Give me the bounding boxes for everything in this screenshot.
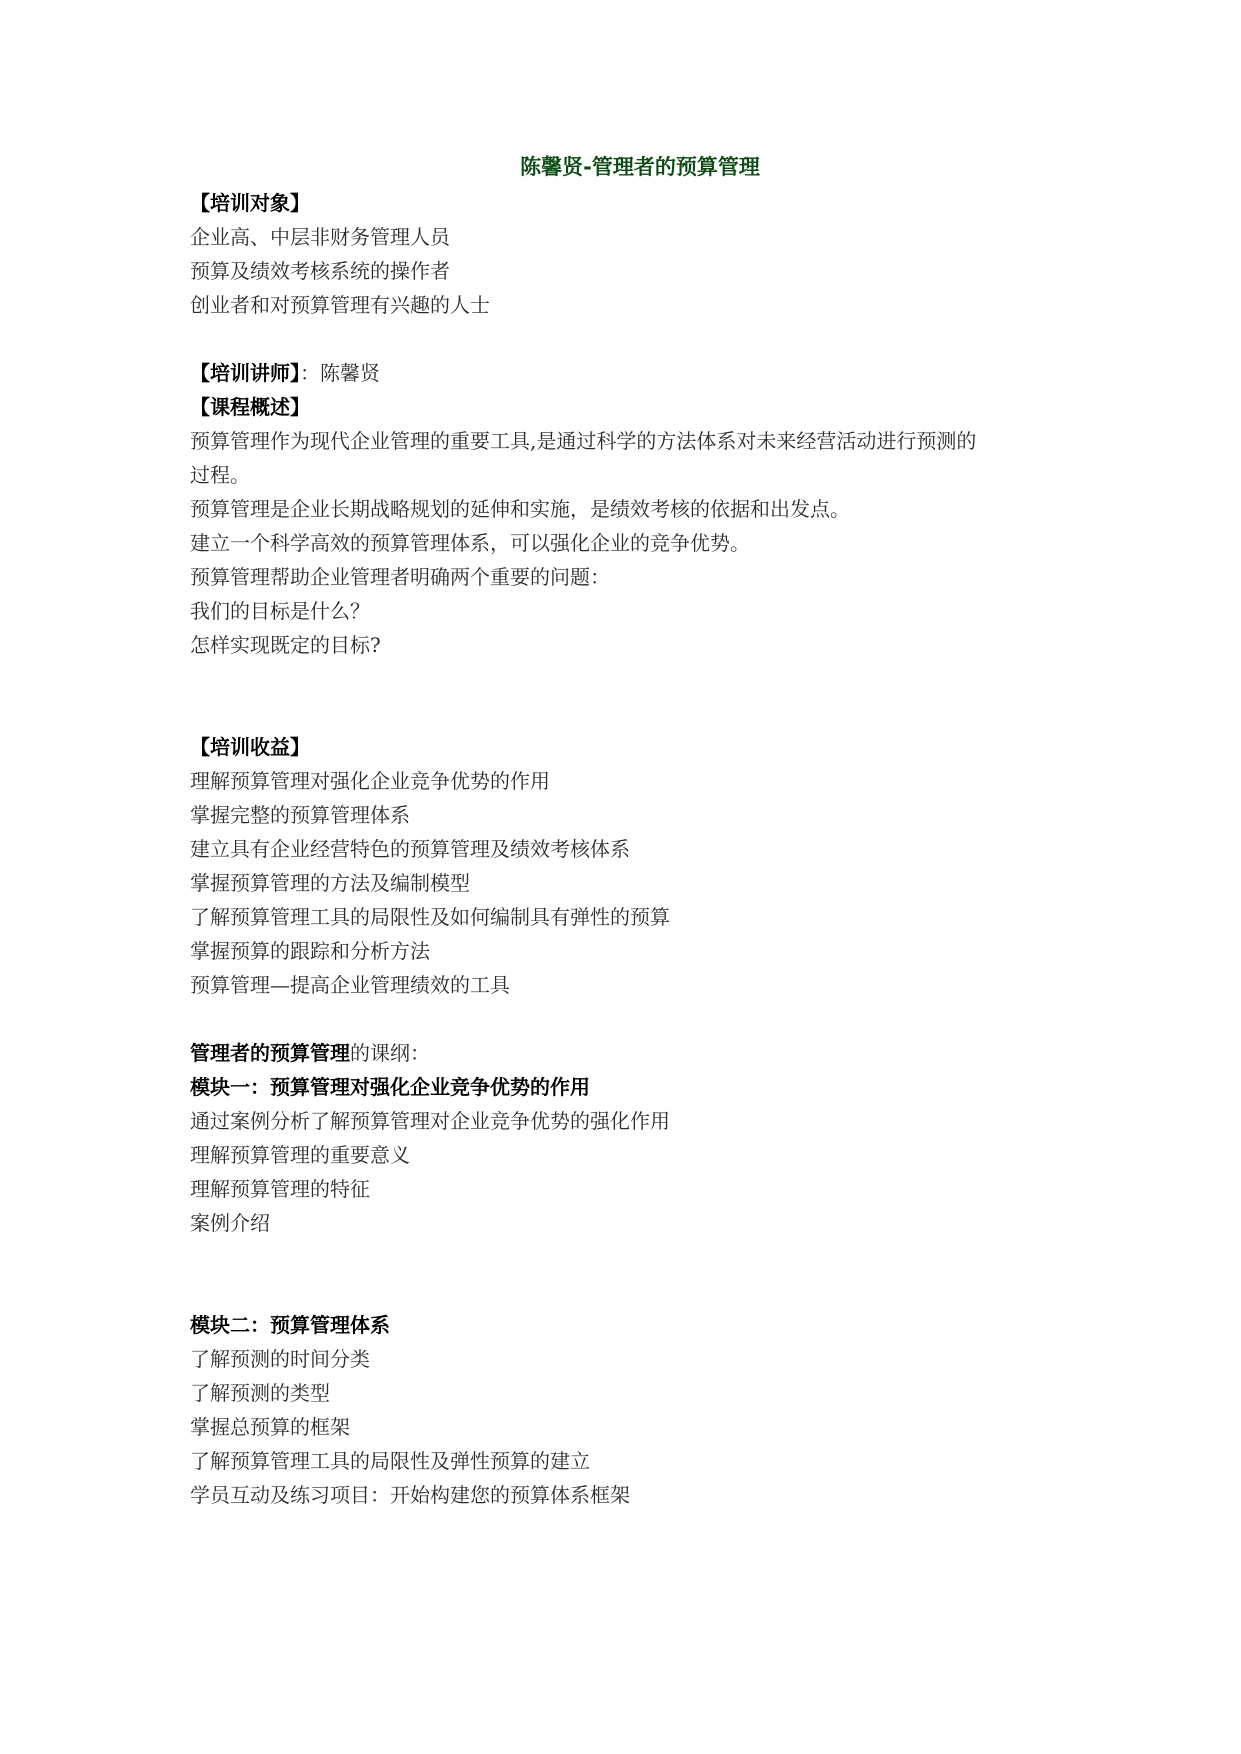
target-heading: 【培训对象】: [190, 191, 310, 215]
module2-item: 了解预测的类型: [190, 1381, 330, 1405]
benefit-item: 预算管理—提高企业管理绩效的工具: [190, 973, 510, 997]
module2-heading: 模块二：预算管理体系: [190, 1313, 390, 1337]
benefit-item: 掌握预算管理的方法及编制模型: [190, 871, 470, 895]
overview-line: 过程。: [190, 463, 250, 487]
benefit-item: 掌握完整的预算管理体系: [190, 803, 410, 827]
benefit-item: 掌握预算的跟踪和分析方法: [190, 939, 430, 963]
outline-intro: [190, 1036, 430, 1070]
overview-line: 建立一个科学高效的预算管理体系，可以强化企业的竞争优势。: [190, 531, 750, 555]
document-title: 陈馨贤-管理者的预算管理: [520, 155, 760, 179]
target-item: 企业高、中层非财务管理人员: [190, 225, 450, 249]
overview-line: 预算管理作为现代企业管理的重要工具,是通过科学的方法体系对未来经营活动进行预测的: [190, 429, 977, 453]
overview-line: 我们的目标是什么？: [190, 599, 370, 623]
overview-line: 预算管理是企业长期战略规划的延伸和实施，是绩效考核的依据和出发点。: [190, 497, 850, 521]
trainer-line: [190, 356, 380, 390]
overview-line: 怎样实现既定的目标?: [190, 633, 381, 657]
trainer-heading: 【培训讲师】: [190, 361, 300, 385]
outline-intro-rest: 的课纲：: [350, 1041, 430, 1065]
module1-item: 理解预算管理的重要意义: [190, 1143, 410, 1167]
module2-item: 了解预测的时间分类: [190, 1347, 370, 1371]
target-item: 预算及绩效考核系统的操作者: [190, 259, 450, 283]
module1-item: 案例介绍: [190, 1211, 270, 1235]
trainer-separator: ：: [300, 361, 320, 385]
module1-item: 通过案例分析了解预算管理对企业竞争优势的强化作用: [190, 1109, 670, 1133]
overview-line: 预算管理帮助企业管理者明确两个重要的问题：: [190, 565, 610, 589]
module2-item: 学员互动及练习项目：开始构建您的预算体系框架: [190, 1483, 630, 1507]
module2-item: 了解预算管理工具的局限性及弹性预算的建立: [190, 1449, 590, 1473]
benefits-heading: 【培训收益】: [190, 735, 310, 759]
outline-intro-bold: 管理者的预算管理: [190, 1041, 350, 1065]
benefit-item: 了解预算管理工具的局限性及如何编制具有弹性的预算: [190, 905, 670, 929]
module2-item: 掌握总预算的框架: [190, 1415, 350, 1439]
overview-heading: 【课程概述】: [190, 395, 310, 419]
module1-item: 理解预算管理的特征: [190, 1177, 370, 1201]
trainer-name: 陈馨贤: [320, 361, 380, 385]
target-item: 创业者和对预算管理有兴趣的人士: [190, 293, 490, 317]
benefit-item: 建立具有企业经营特色的预算管理及绩效考核体系: [190, 837, 630, 861]
benefit-item: 理解预算管理对强化企业竞争优势的作用: [190, 769, 550, 793]
module1-heading: 模块一：预算管理对强化企业竞争优势的作用: [190, 1075, 590, 1099]
